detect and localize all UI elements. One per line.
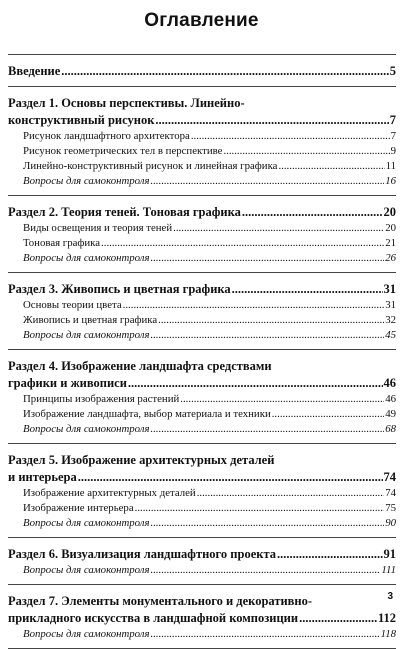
toc-entry-label: Виды освещения и теория теней bbox=[23, 222, 173, 234]
dot-leader bbox=[232, 281, 383, 298]
dot-leader bbox=[197, 486, 385, 501]
toc-entry-intro[interactable] bbox=[8, 63, 396, 80]
toc-entry-self-check[interactable] bbox=[8, 563, 396, 578]
dot-leader bbox=[155, 112, 388, 129]
section-page: 91 bbox=[383, 547, 396, 561]
toc-entry-page: 5 bbox=[389, 64, 396, 78]
toc-entry-page: 16 bbox=[385, 175, 396, 187]
toc-entry-self-check[interactable] bbox=[8, 516, 396, 531]
page-number: 3 bbox=[387, 591, 393, 602]
toc-entry-label: Введение bbox=[8, 64, 61, 78]
dot-leader bbox=[135, 501, 385, 516]
dot-leader bbox=[299, 610, 377, 627]
section-heading-label: прикладного искусства в ландшафной композиции bbox=[8, 611, 299, 625]
section-page: 31 bbox=[383, 282, 396, 296]
toc-entry-label: Вопросы для самоконтроля bbox=[23, 628, 150, 640]
section-heading-label: конструктивный рисунок bbox=[8, 113, 155, 127]
section-heading-label: Раздел 3. Живопись и цветная графика bbox=[8, 282, 231, 296]
toc-entry-label: Тоновая графика bbox=[23, 237, 101, 249]
toc-section-2 bbox=[8, 196, 396, 273]
toc-entry[interactable] bbox=[8, 392, 396, 407]
section-page: 74 bbox=[383, 470, 396, 484]
section-heading-line: Раздел 1. Основы перспективы. Линейно- bbox=[8, 96, 245, 110]
toc-section-5 bbox=[8, 444, 396, 538]
toc-entry-label: Вопросы для самоконтроля bbox=[23, 252, 150, 264]
toc-entry-page: 45 bbox=[385, 329, 396, 341]
toc-entry-page: 46 bbox=[385, 393, 396, 405]
toc-entry-label: Вопросы для самоконтроля bbox=[23, 517, 150, 529]
table-of-contents bbox=[8, 57, 396, 649]
section-page: 20 bbox=[383, 205, 396, 219]
dot-leader bbox=[158, 313, 384, 328]
dot-leader bbox=[278, 159, 384, 174]
dot-leader bbox=[61, 63, 388, 80]
toc-entry-label: Живопись и цветная графика bbox=[23, 314, 158, 326]
toc-entry-label: Вопросы для самоконтроля bbox=[23, 329, 150, 341]
toc-entry[interactable] bbox=[8, 221, 396, 236]
dot-leader bbox=[173, 221, 384, 236]
toc-entry-label: Основы теории цвета bbox=[23, 299, 122, 311]
section-heading-line: Раздел 5. Изображение архитектурных деталей bbox=[8, 453, 275, 467]
toc-entry-page: 20 bbox=[385, 222, 396, 234]
toc-entry-page: 49 bbox=[385, 408, 396, 420]
dot-leader bbox=[151, 174, 385, 189]
section-heading-label: графики и живописи bbox=[8, 376, 127, 390]
toc-entry[interactable] bbox=[8, 159, 396, 174]
toc-section-4 bbox=[8, 350, 396, 444]
section-heading[interactable] bbox=[8, 469, 396, 486]
toc-entry-label: Рисунок геометрических тел в перспективе bbox=[23, 145, 223, 157]
section-heading[interactable] bbox=[8, 546, 396, 563]
toc-entry-label: Вопросы для самоконтроля bbox=[23, 175, 150, 187]
section-heading-label: Раздел 2. Теория теней. Тоновая графика bbox=[8, 205, 241, 219]
toc-entry-page: 90 bbox=[385, 517, 396, 529]
section-heading-label: и интерьера bbox=[8, 470, 77, 484]
section-heading[interactable] bbox=[8, 610, 396, 627]
toc-entry-page: 74 bbox=[385, 487, 396, 499]
section-page: 112 bbox=[377, 611, 396, 625]
toc-entry-page: 7 bbox=[390, 130, 396, 142]
toc-section-7 bbox=[8, 585, 396, 649]
toc-entry-page: 32 bbox=[385, 314, 396, 326]
toc-entry-label: Вопросы для самоконтроля bbox=[23, 564, 150, 576]
toc-entry-page: 111 bbox=[381, 564, 396, 576]
toc-entry-page: 26 bbox=[385, 252, 396, 264]
toc-entry-self-check[interactable] bbox=[8, 627, 396, 642]
toc-section-6 bbox=[8, 538, 396, 585]
toc-entry-label: Вопросы для самоконтроля bbox=[23, 423, 150, 435]
page-title: Оглавление bbox=[144, 10, 259, 31]
dot-leader bbox=[151, 627, 380, 642]
dot-leader bbox=[101, 236, 384, 251]
dot-leader bbox=[151, 516, 385, 531]
dot-leader bbox=[151, 563, 381, 578]
toc-entry-label: Принципы изображения растений bbox=[23, 393, 180, 405]
toc-entry-page: 68 bbox=[385, 423, 396, 435]
top-divider bbox=[8, 54, 396, 55]
dot-leader bbox=[128, 375, 383, 392]
toc-entry-page: 9 bbox=[390, 145, 396, 157]
toc-entry[interactable] bbox=[8, 407, 396, 422]
section-heading-label: Раздел 6. Визуализация ландшафтного проекта bbox=[8, 547, 276, 561]
toc-entry[interactable] bbox=[8, 236, 396, 251]
dot-leader bbox=[151, 422, 385, 437]
dot-leader bbox=[180, 392, 384, 407]
toc-entry[interactable] bbox=[8, 501, 396, 516]
dot-leader bbox=[78, 469, 383, 486]
toc-entry[interactable] bbox=[8, 486, 396, 501]
dot-leader bbox=[242, 204, 383, 221]
toc-entry-self-check[interactable] bbox=[8, 174, 396, 189]
toc-entry-label: Изображение ландшафта, выбор материала и техники bbox=[23, 408, 271, 420]
toc-section-3 bbox=[8, 273, 396, 350]
section-page: 7 bbox=[389, 113, 396, 127]
dot-leader bbox=[151, 328, 385, 343]
toc-entry-label: Рисунок ландшафтного архитектора bbox=[23, 130, 190, 142]
toc-entry-label: Изображение архитектурных деталей bbox=[23, 487, 196, 499]
toc-entry[interactable] bbox=[8, 313, 396, 328]
section-heading[interactable] bbox=[8, 204, 396, 221]
toc-entry[interactable] bbox=[8, 298, 396, 313]
toc-entry-page: 118 bbox=[380, 628, 396, 640]
section-heading-line: Раздел 4. Изображение ландшафта средствами bbox=[8, 359, 272, 373]
toc-entry-self-check[interactable] bbox=[8, 422, 396, 437]
toc-intro bbox=[8, 57, 396, 87]
toc-entry-label: Линейно-конструктивный рисунок и линейная графика bbox=[23, 160, 278, 172]
section-heading[interactable] bbox=[8, 375, 396, 392]
section-heading[interactable] bbox=[8, 112, 396, 129]
toc-entry-page: 31 bbox=[385, 299, 396, 311]
toc-entry-self-check[interactable] bbox=[8, 251, 396, 266]
toc-entry-label: Изображение интерьера bbox=[23, 502, 134, 514]
toc-entry-page: 21 bbox=[385, 237, 396, 249]
section-page: 46 bbox=[383, 376, 396, 390]
dot-leader bbox=[272, 407, 384, 422]
dot-leader bbox=[277, 546, 383, 563]
toc-entry-page: 75 bbox=[385, 502, 396, 514]
toc-entry[interactable] bbox=[8, 129, 396, 144]
section-heading[interactable] bbox=[8, 281, 396, 298]
toc-section-1 bbox=[8, 87, 396, 196]
section-heading-line: Раздел 7. Элементы монументального и декоративно- bbox=[8, 594, 313, 608]
dot-leader bbox=[223, 144, 389, 159]
toc-entry-page: 11 bbox=[385, 160, 396, 172]
dot-leader bbox=[191, 129, 390, 144]
dot-leader bbox=[123, 298, 385, 313]
toc-entry[interactable] bbox=[8, 144, 396, 159]
dot-leader bbox=[151, 251, 385, 266]
toc-entry-self-check[interactable] bbox=[8, 328, 396, 343]
